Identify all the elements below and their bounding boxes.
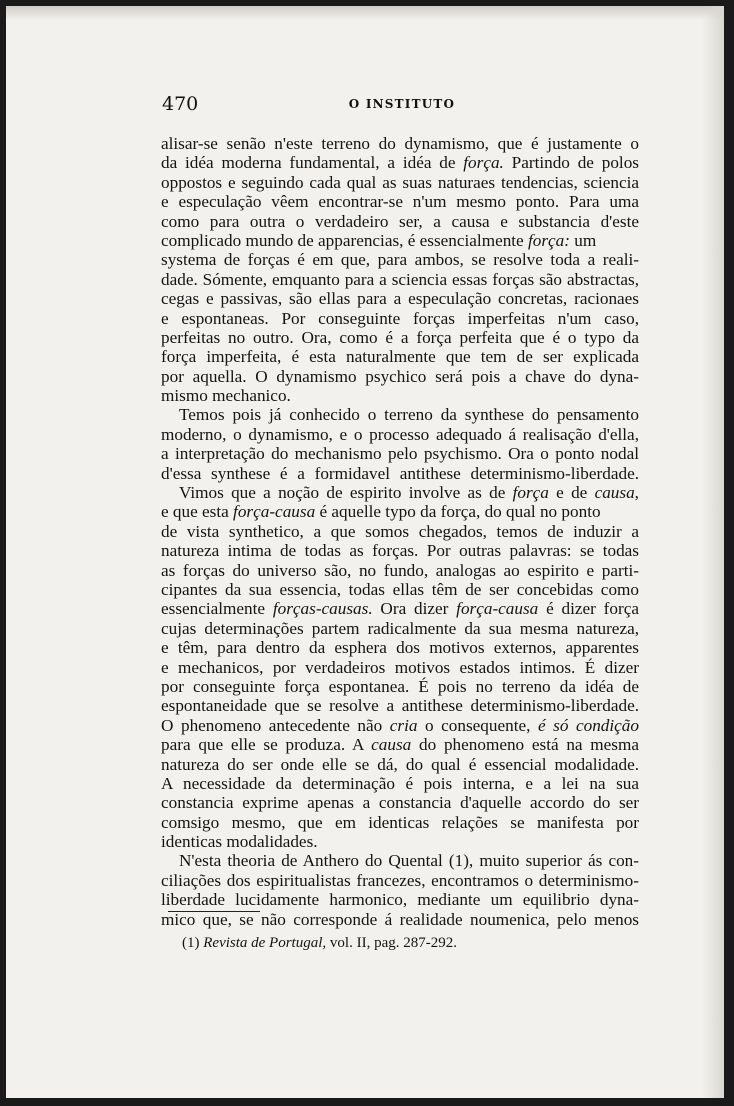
text-line: da idéa moderna fundamental, a idéa de força. Partindo de polos [161, 153, 639, 173]
text-line: por aquella. O dynamismo psychico será pois a chave do dyna- [161, 366, 639, 386]
text-line: as forças do universo são, no fundo, analogas ao espirito e parti- [161, 560, 639, 580]
text-line: espontaneidade que se resolve a antithese determinismo-liberdade. [161, 696, 639, 716]
italic-term: causa [371, 735, 412, 755]
text-line: para que elle se produza. A causa do phenomeno está na mesma [161, 735, 639, 755]
footnote-divider [168, 911, 260, 912]
text-line: por conseguinte força espontanea. É pois no terreno da idéa de [161, 676, 639, 696]
text-line: cegas e passivas, são ellas para a especulação concretas, racionaes [161, 289, 639, 309]
text-line: A necessidade da determinação é pois interna, e a lei na sua [161, 773, 639, 793]
text-line: Temos pois já conhecido o terreno da synthese do pensamento [179, 405, 639, 425]
footnote-source: Revista de Portugal, [203, 935, 327, 951]
text-line: alisar-se senão n'este terreno do dynamismo, que é justamente o [161, 134, 639, 153]
text-line: essencialmente forças-causas. Ora dizer força-causa é dizer força [161, 599, 639, 619]
scan-shadow-top [6, 6, 724, 20]
body-text [161, 134, 639, 929]
italic-term: força: [527, 230, 571, 250]
text-line: e que esta força-causa é aquelle typo da força, do qual no ponto [161, 502, 601, 522]
page-number: 470 [162, 93, 199, 115]
italic-term: causa, [594, 483, 639, 503]
page-header [162, 93, 642, 119]
text-line: cipantes da sua essencia, todas ellas têm de ser concebidas como [161, 579, 639, 599]
text-line: de vista synthetico, a que somos chegados, temos de induzir a [161, 521, 639, 541]
running-title: O INSTITUTO [348, 97, 456, 111]
footnote [182, 935, 457, 952]
text-line: e especulação vêem encontrar-se n'um mesmo ponto. Para uma [161, 192, 639, 212]
italic-term: forças-causas. [272, 599, 373, 619]
italic-term: força. [463, 153, 504, 173]
scan-shadow-right [702, 6, 724, 1098]
text-line: a interpretação do mechanismo pelo psychismo. Ora o ponto nodal [161, 444, 639, 464]
italic-term: força-causa [456, 599, 539, 619]
book-page [6, 6, 724, 1098]
text-line: Vimos que a noção de espirito involve as de força e de causa, [179, 483, 639, 503]
text-line: ciliações dos espiritualistas francezes, encontramos o determinismo- [161, 870, 639, 890]
italic-term: é só condição [537, 715, 639, 735]
text-line: identicas modalidades. [161, 832, 318, 852]
text-line: oppostos e seguindo cada qual as suas naturaes tendencias, sciencia [161, 172, 639, 192]
italic-term: força [512, 483, 549, 503]
text-line: d'essa synthese é a formidavel antithese determinismo-liberdade. [161, 463, 639, 483]
text-line: perfeitas no outro. Ora, como é a força perfeita que é o typo da [161, 327, 639, 347]
footnote-reference: vol. II, pag. 287-292. [326, 935, 457, 951]
text-line: constancia exprime apenas a constancia d'aquelle accordo do ser [161, 793, 639, 813]
text-line: liberdade lucidamente harmonico, mediante um equilibrio dyna- [161, 890, 639, 910]
text-line: como para outra o verdadeiro ser, a causa e substancia d'este [161, 211, 639, 231]
text-line: natureza do ser onde elle se dá, do qual é essencial modalidade. [161, 754, 639, 774]
text-line: dade. Sómente, emquanto para a sciencia essas forças são abstractas, [161, 269, 639, 289]
text-line: natureza intima de todas as forças. Por outras palavras: se todas [161, 541, 639, 561]
text-line: comsigo mesmo, que em identicas relações se manifesta por [161, 812, 639, 832]
text-line: e têm, para dentro da esphera dos motivos externos, apparentes [161, 638, 639, 658]
text-line: O phenomeno antecedente não cria o consequente, é só condição [161, 715, 639, 735]
text-line: e mechanicos, por verdadeiros motivos estados intimos. É dizer [161, 657, 639, 677]
text-line: mismo mechanico. [161, 386, 291, 406]
footnote-marker: (1) [182, 935, 200, 951]
italic-term: cria [389, 715, 418, 735]
text-line: N'esta theoria de Anthero do Quental (1), muito superior ás con- [179, 851, 639, 871]
text-line: cujas determinações partem radicalmente da sua mesma natureza, [161, 618, 639, 638]
text-line: complicado mundo de apparencias, é essencialmente força: um [161, 230, 597, 250]
text-line: mico que, se não corresponde á realidade noumenica, pelo menos [161, 909, 639, 929]
text-line: força imperfeita, é esta naturalmente que tem de ser explicada [161, 347, 639, 367]
text-line: e espontaneas. Por conseguinte forças imperfeitas n'um caso, [161, 308, 639, 328]
text-line: systema de forças é em que, para ambos, se resolve toda a reali- [161, 250, 639, 270]
italic-term: força-causa [233, 502, 316, 522]
text-line: moderno, o dynamismo, e o processo adequado á realisação d'ella, [161, 424, 639, 444]
